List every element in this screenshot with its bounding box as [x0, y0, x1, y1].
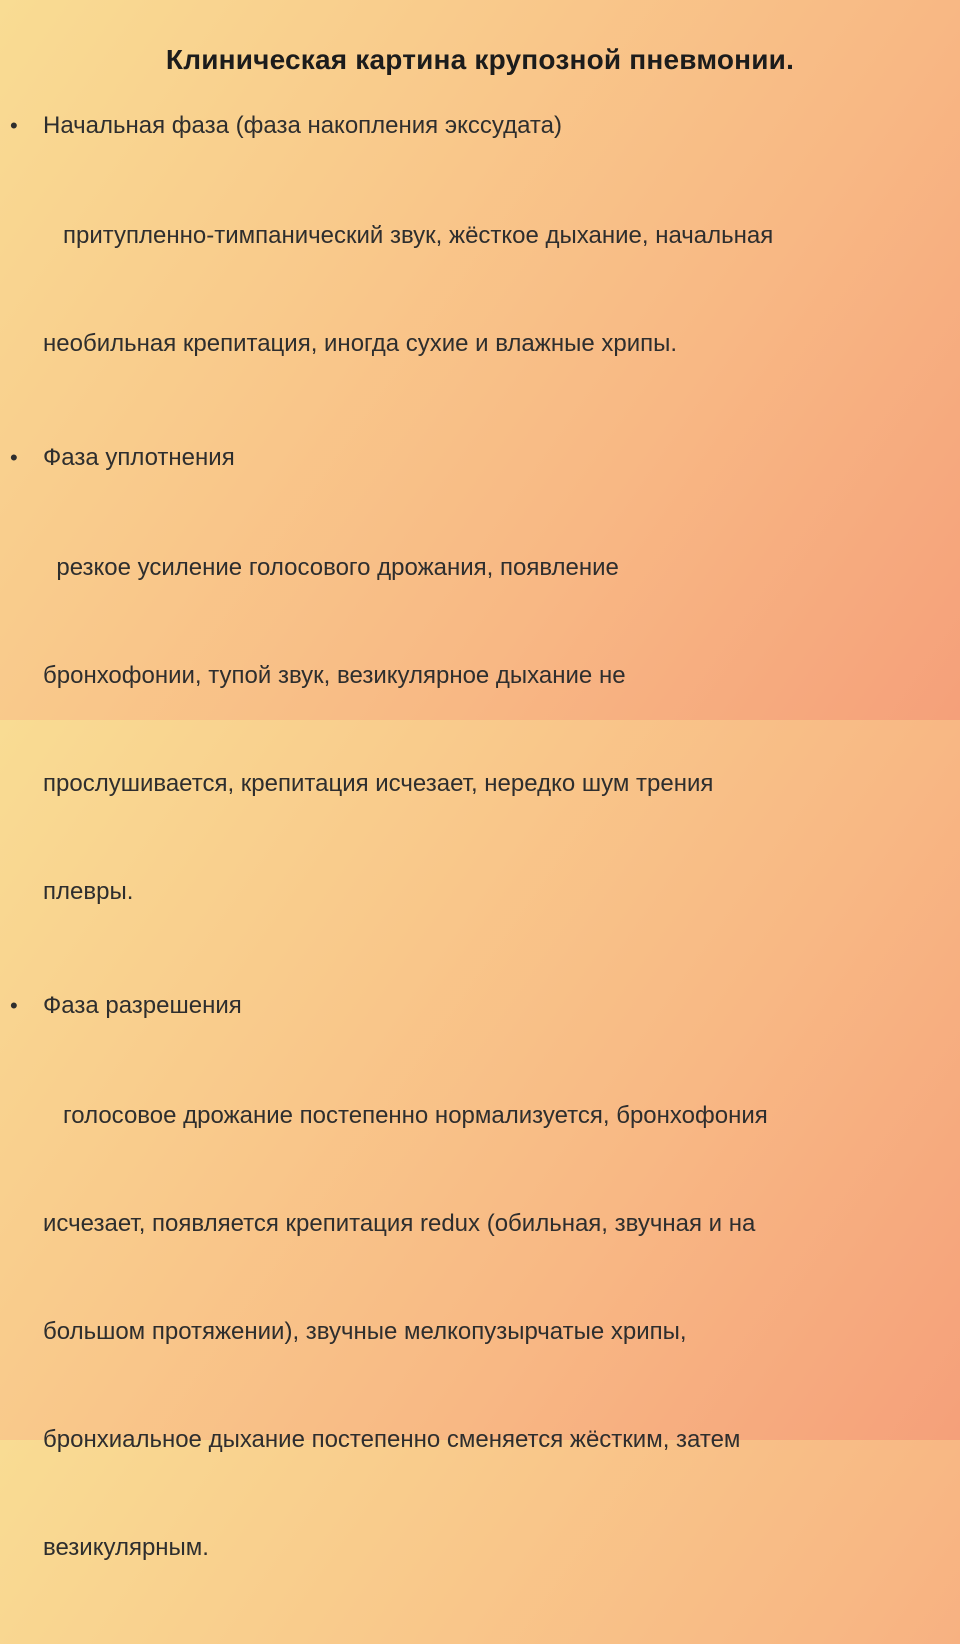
description-line: бронхофонии, тупой звук, везикулярное дыхание не: [43, 662, 626, 689]
phase-description-resolution: [10, 1026, 940, 1638]
description-line: голосовое дрожание постепенно нормализуется, бронхофония: [43, 1102, 768, 1129]
phase-heading-text: Начальная фаза (фаза накопления экссудата): [43, 112, 562, 139]
phase-heading-consolidation: [10, 440, 940, 476]
description-line: необильная крепитация, иногда сухие и влажные хрипы.: [43, 330, 678, 357]
phase-description-initial: [10, 146, 940, 434]
phase-description-consolidation: [10, 478, 940, 982]
description-line: большом протяжении), звучные мелкопузырчатые хрипы,: [43, 1318, 687, 1345]
slide-content: [10, 108, 940, 1644]
phase-heading-initial: [10, 108, 940, 144]
description-line: исчезает, появляется крепитация redux (обильная, звучная и на: [43, 1210, 756, 1237]
phase-heading-text: Фаза разрешения: [43, 992, 242, 1019]
bullet-icon: •: [10, 113, 18, 138]
phase-heading-resolution: [10, 988, 940, 1024]
description-line: прослушивается, крепитация исчезает, нередко шум трения: [43, 770, 714, 797]
phase-heading-text: Фаза уплотнения: [43, 444, 235, 471]
bullet-icon: •: [10, 445, 18, 470]
description-line: везикулярным.: [43, 1534, 209, 1561]
description-line: притупленно-тимпанический звук, жёсткое дыхание, начальная: [43, 222, 774, 249]
slide-title: Клиническая картина крупозной пневмонии.: [165, 44, 795, 75]
description-line: бронхиальное дыхание постепенно сменяется жёстким, затем: [43, 1426, 741, 1453]
description-line: плевры.: [43, 878, 134, 905]
bullet-icon: •: [10, 993, 18, 1018]
description-line: резкое усиление голосового дрожания, появление: [43, 554, 619, 581]
